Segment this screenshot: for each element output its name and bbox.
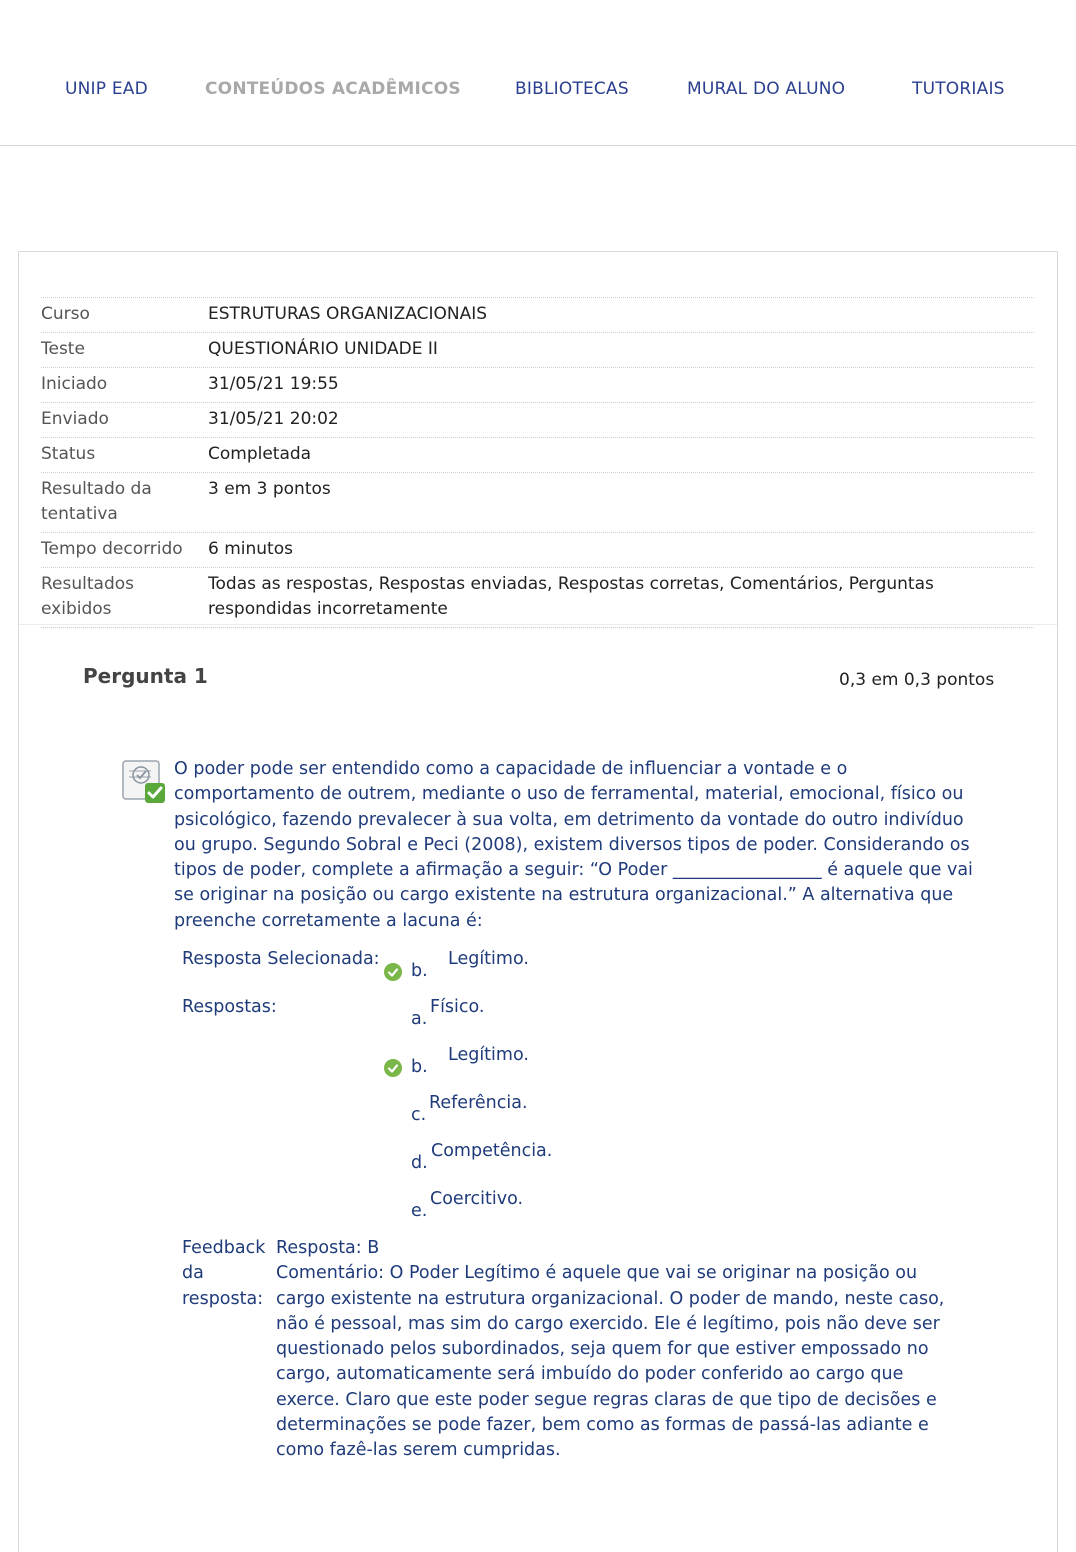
feedback-comment: Comentário: O Poder Legítimo é aquele que vai se originar na posição ou cargo existente na estrutura organizacional. O poder de mando, neste caso, não é pessoal, mas sim do cargo exercido. Ele é legítimo, pois não deve ser questionado pelos subordinados, seja quem for que estiver empossado no cargo, automaticamente será imbuído do poder conferido ao cargo que exerce. Claro que este poder segue regras claras de que tipo de decisões e determinações se pode fazer, bem como as formas de passá-las adiante e como fazê-las serem cumpridas. (276, 1263, 945, 1461)
info-label: Status (41, 444, 96, 464)
info-row-tempo (41, 533, 1034, 568)
feedback-text (276, 1236, 966, 1464)
info-row-iniciado (41, 368, 1034, 403)
attempt-info-table (41, 297, 1034, 628)
option-text: Legítimo. (448, 1045, 529, 1065)
info-value: 31/05/21 20:02 (208, 409, 339, 429)
nav-conteudos-academicos[interactable]: CONTEÚDOS ACADÊMICOS (205, 79, 461, 99)
info-value: QUESTIONÁRIO UNIDADE II (208, 339, 438, 359)
answers-label: Respostas: (182, 997, 277, 1017)
correct-check-icon (384, 1059, 402, 1077)
info-row-resultados-exibidos (41, 568, 1034, 628)
info-row-resultado (41, 473, 1034, 533)
info-value: Todas as respostas, Respostas enviadas, Respostas corretas, Comentários, Perguntas respondidas incorretamente (208, 574, 934, 619)
info-label: Resultados exibidos (41, 574, 134, 619)
correct-check-icon (384, 963, 402, 981)
question-points: 0,3 em 0,3 pontos (839, 670, 995, 690)
info-row-curso (41, 298, 1034, 333)
nav-bibliotecas[interactable]: BIBLIOTECAS (515, 79, 629, 99)
info-row-teste (41, 333, 1034, 368)
info-row-enviado (41, 403, 1034, 438)
top-navigation (0, 0, 1076, 146)
option-letter: a. (411, 1009, 428, 1029)
feedback-answer: Resposta: B (276, 1238, 380, 1258)
info-label: Resultado da tentativa (41, 479, 152, 524)
info-label: Tempo decorrido (41, 539, 183, 559)
option-letter: e. (411, 1201, 428, 1221)
option-text: Referência. (429, 1093, 528, 1113)
selected-answer-label: Resposta Selecionada: (182, 949, 380, 969)
section-divider (19, 624, 1057, 625)
question-text: O poder pode ser entendido como a capacidade de influenciar a vontade e o comportamento de outrem, mediante o uso de ferramental, material, emocional, físico ou psicológico, fazendo prevalecer à sua volta, em detrimento da vontade do outro indivíduo ou grupo. Segundo Sobral e Peci (2008), existem diversos tipos de poder. Considerando os tipos de poder, complete a afirmação a seguir: “O Poder _________________ é aquele que vai se originar na posição ou cargo existente na estrutura organizacional.” A alternativa que preenche corretamente a lacuna é: (174, 759, 973, 931)
feedback-label: Feedback da resposta: (182, 1238, 266, 1309)
info-value: 6 minutos (208, 539, 293, 559)
info-value: 31/05/21 19:55 (208, 374, 339, 394)
info-value: Completada (208, 444, 312, 464)
option-letter: d. (411, 1153, 428, 1173)
info-value: 3 em 3 pontos (208, 479, 331, 499)
question-title: Pergunta 1 (83, 664, 208, 688)
attempt-review-panel (18, 251, 1058, 1552)
info-row-status (41, 438, 1034, 473)
option-text: Físico. (430, 997, 485, 1017)
option-letter: c. (411, 1105, 427, 1125)
nav-mural-do-aluno[interactable]: MURAL DO ALUNO (687, 79, 846, 99)
nav-tutoriais[interactable]: TUTORIAIS (912, 79, 1005, 99)
option-letter: b. (411, 961, 428, 981)
option-text: Coercitivo. (430, 1189, 524, 1209)
option-letter: b. (411, 1057, 428, 1077)
info-label: Curso (41, 304, 90, 324)
info-label: Enviado (41, 409, 109, 429)
correct-question-icon (121, 757, 169, 805)
info-label: Iniciado (41, 374, 108, 394)
option-text: Legítimo. (448, 949, 529, 969)
option-text: Competência. (431, 1141, 553, 1161)
info-label: Teste (41, 339, 85, 359)
info-value: ESTRUTURAS ORGANIZACIONAIS (208, 304, 488, 324)
nav-unip-ead[interactable]: UNIP EAD (65, 79, 148, 99)
